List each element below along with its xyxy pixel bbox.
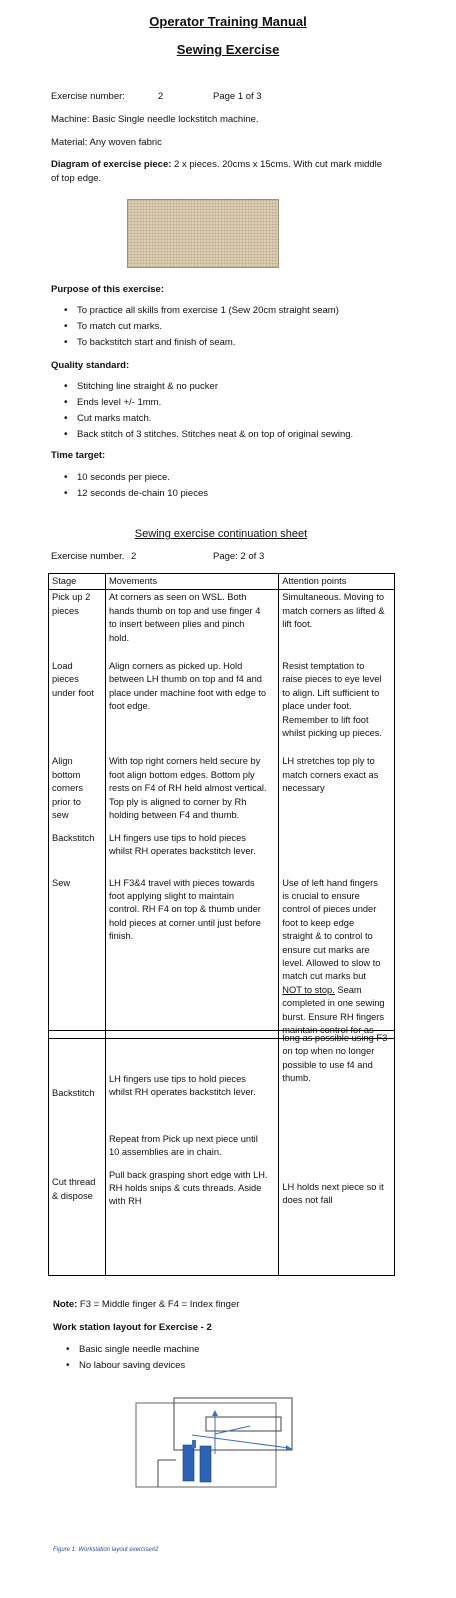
exercise-number-label: Exercise number:	[51, 91, 125, 102]
movements-cell: LH F3&4 travel with pieces towards foot applying slight to maintain control. RH F4 on top & thumb under hold pieces at corner until just before finish.	[105, 877, 278, 1039]
stage-cell: Backstitch Cut thread & dispose	[49, 1031, 106, 1276]
movements-cell: LH fingers use tips to hold pieces whilst RH operates backstitch lever.	[105, 824, 278, 877]
stage-cell: Pick up 2 pieces	[49, 590, 106, 646]
movements-table	[48, 573, 395, 1039]
manual-title: Operator Training Manual	[149, 14, 307, 29]
list-item: • 10 seconds per piece.	[51, 470, 451, 486]
header-stage: Stage	[49, 574, 106, 590]
table-row	[49, 741, 395, 823]
workstation-layout-diagram	[130, 1394, 310, 1494]
stage-cell: Load pieces under foot	[49, 646, 106, 741]
list-item: • Basic single needle machine	[53, 1342, 433, 1358]
table-row	[49, 877, 395, 1039]
list-item: • Stitching line straight & no pucker	[51, 379, 451, 395]
diagram-line	[51, 159, 382, 170]
page-indicator: Page 1 of 3	[213, 91, 262, 102]
list-item: • No labour saving devices	[53, 1358, 433, 1374]
list-item: • 12 seconds de-chain 10 pieces	[51, 486, 451, 502]
attention-cell: Simultaneous. Moving to match corners as lifted & lift foot.	[279, 590, 395, 646]
list-item: • To backstitch start and finish of seam.	[51, 335, 451, 351]
table-header-row	[49, 574, 395, 590]
purpose-list	[51, 303, 451, 351]
machine-line: Machine: Basic Single needle lockstitch machine.	[51, 114, 259, 125]
note-label: Note:	[53, 1299, 78, 1310]
stage-cell: Backstitch	[49, 824, 106, 877]
figure-caption: Figure 1: Workstation layout exercise#2	[53, 1547, 159, 1553]
time-heading: Time target:	[51, 450, 106, 461]
exercise-number-value: 2	[158, 91, 164, 102]
workstation-list	[53, 1342, 433, 1374]
attention-cell: Use of left hand fingers is crucial to ensure control of pieces under foot to keep edge straight & to control to ensure cut marks are level. Allowed to slow to match cut marks but NOT to stop. Seam completed in one sewing burst. Ensure RH fingers maintain control for as	[279, 877, 395, 1039]
table-row	[49, 590, 395, 646]
header-movements: Movements	[105, 574, 278, 590]
continuation-title: Sewing exercise continuation sheet	[134, 528, 308, 540]
manual-subtitle: Sewing Exercise	[176, 42, 280, 57]
quality-heading: Quality standard:	[51, 360, 130, 371]
time-list	[51, 470, 451, 502]
list-item: • To match cut marks.	[51, 319, 451, 335]
list-item: • Cut marks match.	[51, 411, 451, 427]
quality-list	[51, 379, 451, 443]
continuation-exercise-label: Exercise number.	[51, 551, 125, 562]
stage-cell: Sew	[49, 877, 106, 1039]
attention-cell: LH stretches top ply to match corners exact as necessary	[279, 741, 395, 823]
continuation-exercise-value: 2	[131, 551, 137, 562]
workstation-heading: Work station layout for Exercise - 2	[53, 1322, 212, 1333]
diagram-text-cont: of top edge.	[51, 173, 102, 184]
movements-cell: With top right corners held secure by foot align bottom edges. Bottom ply rests on F4 of RH held almost vertical. Top ply is aligned to corner by Rh holding between F4 and thumb.	[105, 741, 278, 823]
movements-table-continued	[48, 1030, 395, 1276]
stage-cell: Align bottom corners prior to sew	[49, 741, 106, 823]
material-line: Material: Any woven fabric	[51, 137, 162, 148]
table-row	[49, 1031, 395, 1276]
list-item: • Back stitch of 3 stitches. Stitches neat & on top of original sewing.	[51, 427, 451, 443]
emphasis-text: NOT to stop.	[282, 984, 335, 995]
attention-cell: long as possible using F3 on top when no longer possible to use f4 and thumb. LH holds next piece so it does not fall	[279, 1031, 395, 1276]
diagram-text: 2 x pieces. 20cms x 15cms. With cut mark middle	[174, 159, 383, 170]
note-text: F3 = Middle finger & F4 = Index finger	[79, 1299, 240, 1310]
list-item: • To practice all skills from exercise 1 (Sew 20cm straight seam)	[51, 303, 451, 319]
table-row	[49, 824, 395, 877]
attention-cell	[279, 824, 395, 877]
left-upright	[183, 1445, 194, 1481]
right-upright	[200, 1446, 211, 1482]
note-line	[53, 1299, 239, 1310]
movements-cell: At corners as seen on WSL. Both hands thumb on top and use finger 4 to insert between plies and pinch hold.	[105, 590, 278, 646]
list-item: • Ends level +/- 1mm.	[51, 395, 451, 411]
purpose-heading: Purpose of this exercise:	[51, 284, 164, 295]
fabric-swatch-image	[127, 199, 279, 268]
machine-arm	[206, 1417, 281, 1431]
attention-cell: Resist temptation to raise pieces to eye level to align. Lift sufficient to place under foot. Remember to lift foot whilst picking up pieces.	[279, 646, 395, 741]
diagram-label: Diagram of exercise piece:	[51, 159, 172, 170]
table-row	[49, 646, 395, 741]
machine-outline	[174, 1398, 292, 1450]
header-attention: Attention points	[279, 574, 395, 590]
movements-cell: LH fingers use tips to hold pieces whilst RH operates backstitch lever. Repeat from Pick up next piece until 10 assemblies are in chain. Pull back grasping short edge with LH. RH holds snips & cuts threads. Aside with RH	[105, 1031, 278, 1276]
movements-cell: Align corners as picked up. Hold between LH thumb on top and f4 and place under machine foot with edge to foot edge.	[105, 646, 278, 741]
continuation-page-indicator: Page: 2 of 3	[213, 551, 265, 562]
